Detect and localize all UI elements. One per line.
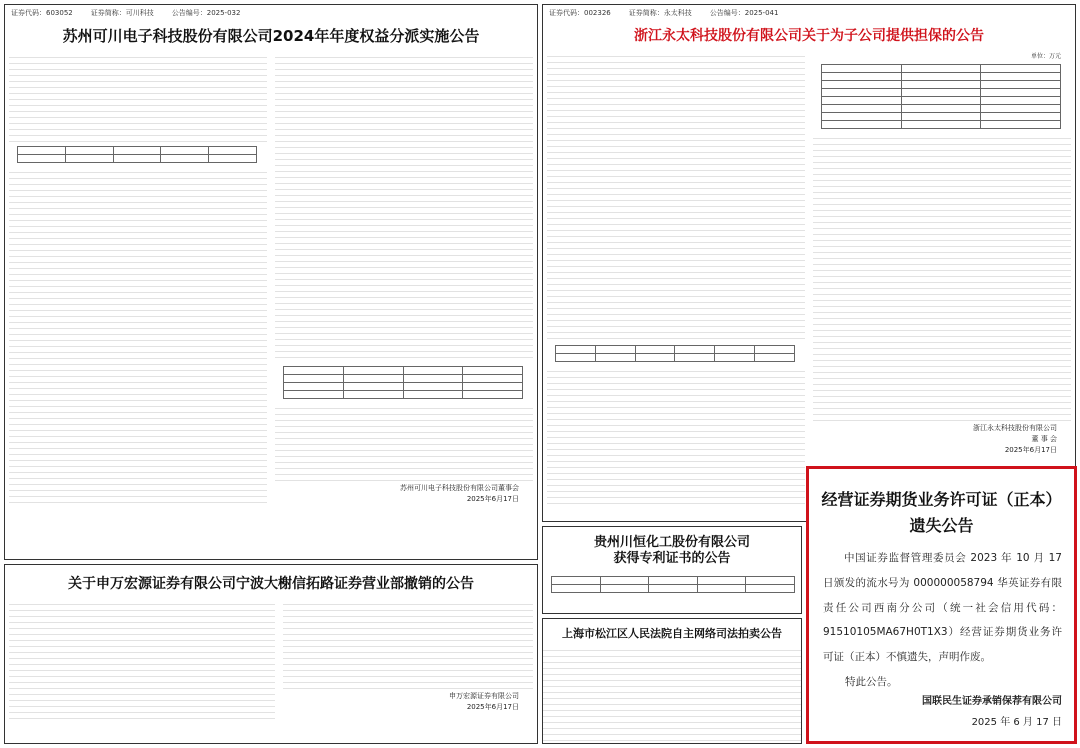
announcement-signature: 苏州可川电子科技股份有限公司董事会 2025年6月17日 [275,483,533,505]
announcement-date: 2025 年 6 月 17 日 [971,717,1062,728]
announcement-license-loss [806,466,1077,744]
announcement-chuanheng [542,526,802,614]
announcement-title: 苏州可川电子科技股份有限公司2024年年度权益分派实施公告 [62,27,480,45]
announcement-songjiang-court [542,618,802,744]
announcement-kechuan [4,4,538,560]
announcement-date: 2025年6月17日 [466,703,519,712]
body-text-block [813,133,1071,423]
announcement-signature: 国联民生证券承销保荐有限公司 2025 年 6 月 17 日 [922,691,1062,733]
announcement-number: 公告编号：2025-041 [709,9,779,17]
stock-short-name: 证券简称：永太科技 [628,9,692,17]
announcement-signature: 申万宏源证券有限公司 2025年6月17日 [283,691,533,713]
body-text-block [283,599,533,691]
body-text-block [9,167,267,507]
financial-table [821,64,1061,129]
announcement-yongtai [542,4,1076,522]
stock-code: 证券代码：603052 [11,9,73,17]
guarantee-table [555,345,795,362]
body-text-block [275,52,533,362]
announcement-header [5,5,537,21]
announcement-number: 公告编号：2025-032 [171,9,241,17]
patent-table [551,576,795,593]
stock-code: 证券代码：002326 [549,9,611,17]
stock-short-name: 证券简称：可川科技 [90,9,154,17]
announcement-header [543,5,1075,21]
left-column [9,52,267,507]
announcement-closing: 特此公告。 [845,675,898,688]
right-column [813,51,1071,506]
announcement-date: 2025年6月17日 [466,495,519,504]
announcement-title: 关于申万宏源证券有限公司宁波大榭信拓路证券营业部撤销的公告 [68,576,474,592]
announcement-body: 中国证券监督管理委员会 2023 年 10 月 17 日颁发的流水号为 000000058794 华英证券有限责任公司西南分公司（统一社会信用代码：91510105MA67H0T1X3）经营证券期货业务许可证（正本）不慎遗失，声明作废。 [823,552,1062,663]
announcement-shenwan [4,564,538,744]
unit-label: 单位：万元 [1030,53,1061,60]
left-column [547,51,805,506]
body-text-block [543,645,801,741]
body-text-block [547,366,805,506]
body-text-block [547,51,805,341]
announcement-date: 2025年6月17日 [1004,446,1057,455]
body-text-block [9,52,267,142]
body-text-block [9,599,275,719]
announcement-title: 浙江永太科技股份有限公司关于为子公司提供担保的公告 [634,28,984,44]
announcement-title: 经营证券期货业务许可证（正本） 遗失公告 [821,490,1062,535]
right-column [275,52,533,507]
body-text-block [275,403,533,483]
dividend-table [17,146,257,163]
announcement-title: 贵州川恒化工股份有限公司 获得专利证书的公告 [593,535,750,567]
announcement-title: 上海市松江区人民法院自主网络司法拍卖公告 [562,627,782,640]
announcement-signature: 浙江永太科技股份有限公司 董 事 会 2025年6月17日 [813,423,1071,457]
share-structure-table [283,366,523,399]
